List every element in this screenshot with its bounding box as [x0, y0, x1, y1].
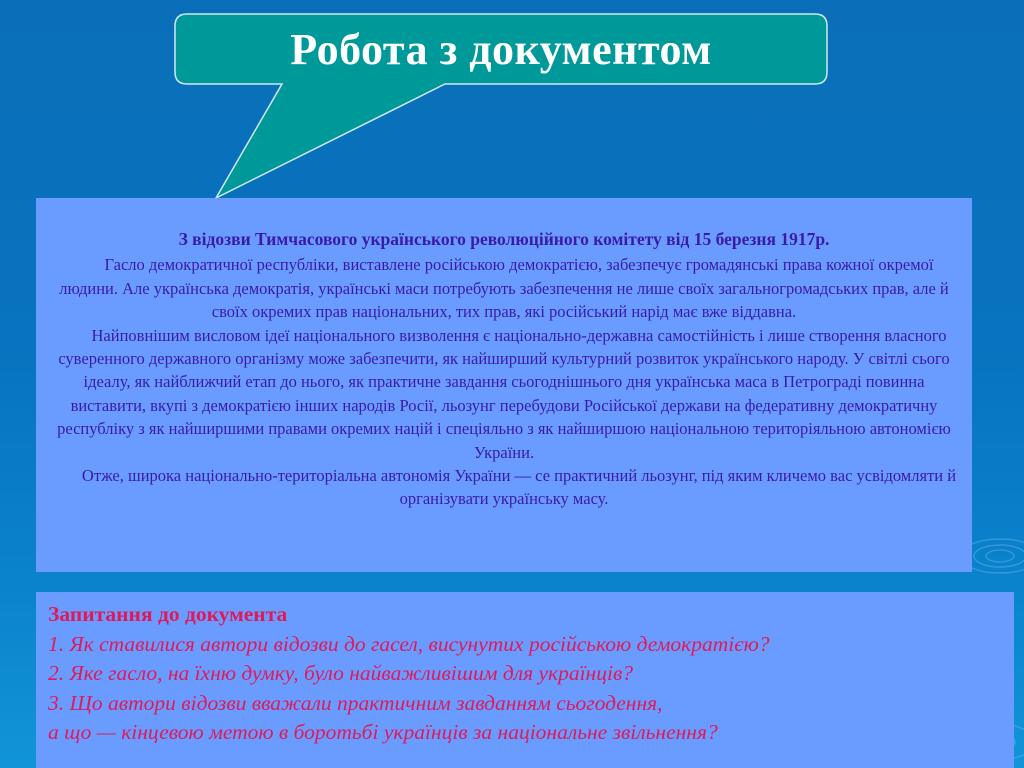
document-heading: З відозви Тимчасового українського революційного комітету від 15 березня 1917р.	[178, 229, 830, 249]
document-paragraph-2: Найповнішим висловом ідеї національного визволення є національно-державна самостійність і лише створення власного суверенного державного організму може забезпечити, як найширший культурний розвиток українського народу. У світлі сього ідеалу, як найближчий етап до нього, як практичне завдання сьогоднішнього дня українська маса в Петрограді повинна виставити, вкупі з демократією інших народів Росії, льозунг перебудови Російської держави на федеративну демократичну республіку з як найширшими правами окремих націй і спеціяльно з як найширшою національною територіяльною автономією України.	[57, 325, 951, 462]
page-title: Робота з документом	[290, 24, 712, 74]
question-item: 2. Яке гасло, на їхню думку, було найважливішим для українців?	[48, 661, 634, 686]
document-paragraph-1: Гасло демократичної республіки, виставлене російською демократією, забезпечує громадянські права кожної окремої людини. Але українська демократія, українські маси потребують забезпечення не лише своїх загальногромадських прав, але й своїх окремих прав національних, тих прав, які російський нарід має вже віддавна.	[59, 255, 949, 322]
questions-heading: Запитання до документа	[48, 602, 288, 626]
question-item: а що — кінцевою метою в боротьбі українців за національне звільнення?	[48, 720, 718, 745]
question-item: 3. Що автори відозви вважали практичним завданням сьогодення,	[48, 690, 663, 715]
question-item: 1. Як ставилися автори відозви до гасел, висунутих російською демократією?	[48, 631, 770, 656]
questions-box	[36, 592, 1014, 768]
document-excerpt-box	[36, 198, 972, 572]
document-paragraph-3: Отже, широка національно-територіальна автономія України — се практичний льозунг, під яким кличемо вас усвідомляти й організувати українську масу.	[81, 466, 957, 509]
